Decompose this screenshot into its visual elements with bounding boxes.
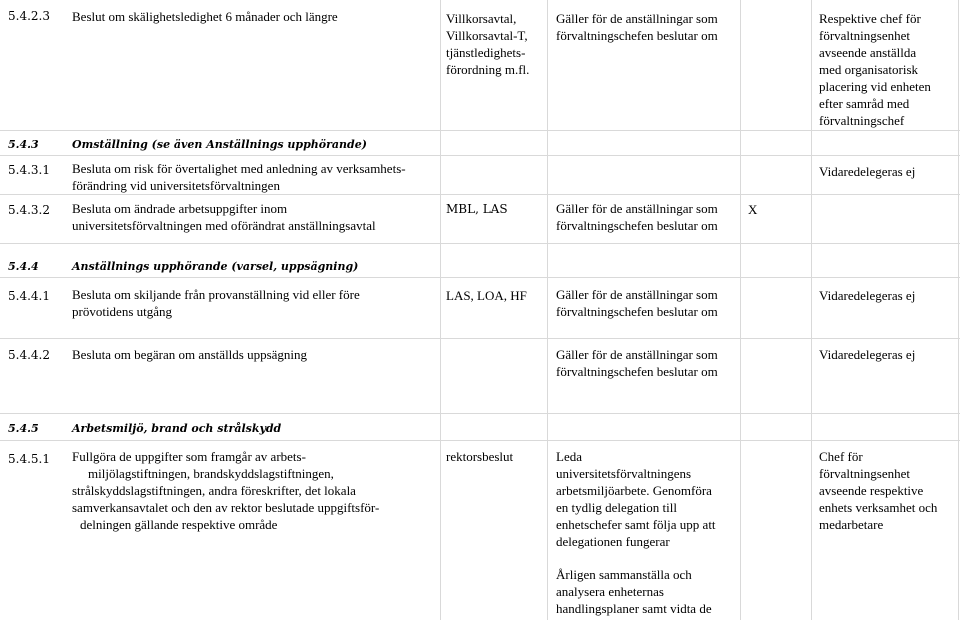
row-divider <box>0 130 960 131</box>
row-scope: Gäller för de anställningar som förvaltningschefen beslutar om <box>556 11 718 43</box>
row-description: Besluta om begäran om anställds uppsägning <box>72 347 308 362</box>
row-number: 5.4.4.1 <box>8 289 50 303</box>
row-scope: Gäller för de anställningar som förvaltningschefen beslutar om <box>556 201 718 233</box>
row-description: Besluta om ändrade arbetsuppgifter inom universitetsförvaltningen med oförändrat anställningsavtal <box>72 201 376 233</box>
row-description: Besluta om skiljande från provanställning vid eller före prövotidens utgång <box>72 287 360 319</box>
row-divider <box>0 243 960 244</box>
row-description: Beslut om skälighetsledighet 6 månader och längre <box>72 9 338 24</box>
row-scope: Leda universitetsförvaltningens arbetsmiljöarbete. Genomföra en tydlig delegation till enhetschefer samt följa upp att delegationen fungerar <box>556 449 716 549</box>
section-title: Omställning (se även Anställnings upphörande) <box>72 138 367 151</box>
row-legal-basis: Villkorsavtal, Villkorsavtal-T, tjänstledighets- förordning m.fl. <box>446 11 530 77</box>
row-number: 5.4.3.2 <box>8 203 50 217</box>
row-number: 5.4.2.3 <box>8 9 50 23</box>
row-delegate: Vidaredelegeras ej <box>819 164 916 179</box>
row-number: 5.4.5.1 <box>8 452 50 466</box>
column-divider <box>740 0 741 620</box>
row-legal-basis: LAS, LOA, HF <box>446 288 527 303</box>
row-scope-continued: Årligen sammanställa och analysera enheternas handlingsplaner samt vidta de <box>556 567 712 616</box>
column-divider <box>958 0 959 620</box>
column-divider <box>440 0 441 620</box>
column-divider <box>547 0 548 620</box>
row-divider <box>0 194 960 195</box>
row-scope: Gäller för de anställningar som förvaltningschefen beslutar om <box>556 287 718 319</box>
row-mark: X <box>748 202 758 217</box>
row-delegate: Respektive chef för förvaltningsenhet avseende anställda med organisatorisk placering vid enheten efter samråd med förvaltningschef <box>819 11 931 128</box>
row-legal-basis: rektorsbeslut <box>446 449 514 464</box>
column-divider <box>811 0 812 620</box>
row-legal-basis: MBL, LAS <box>446 202 508 216</box>
row-delegate: Vidaredelegeras ej <box>819 347 916 362</box>
row-description: Besluta om risk för övertalighet med anledning av verksamhets- förändring vid universitetsförvaltningen <box>72 161 406 193</box>
row-number: 5.4.3.1 <box>8 163 50 177</box>
row-delegate: Vidaredelegeras ej <box>819 288 916 303</box>
row-delegate: Chef för förvaltningsenhet avseende respektive enhets verksamhet och medarbetare <box>819 449 938 532</box>
row-divider <box>0 277 960 278</box>
row-divider <box>0 338 960 339</box>
row-number: 5.4.4.2 <box>8 348 50 362</box>
section-number: 5.4.4 <box>8 260 39 273</box>
row-scope: Gäller för de anställningar som förvaltningschefen beslutar om <box>556 347 718 379</box>
section-title: Anställnings upphörande (varsel, uppsägning) <box>72 260 359 273</box>
row-description: Fullgöra de uppgifter som framgår av arbets- miljölagstiftningen, brandskyddslagstiftningen, strålskyddslagstiftningen, andra föreskrifter, det lokala samverkansavtalet och den av rektor beslutade uppgiftsför- delningen gällande respektive område <box>72 449 380 532</box>
row-divider <box>0 413 960 414</box>
section-title: Arbetsmiljö, brand och strålskydd <box>72 422 282 435</box>
section-number: 5.4.3 <box>8 138 39 151</box>
section-number: 5.4.5 <box>8 422 39 435</box>
row-divider <box>0 440 960 441</box>
row-divider <box>0 155 960 156</box>
